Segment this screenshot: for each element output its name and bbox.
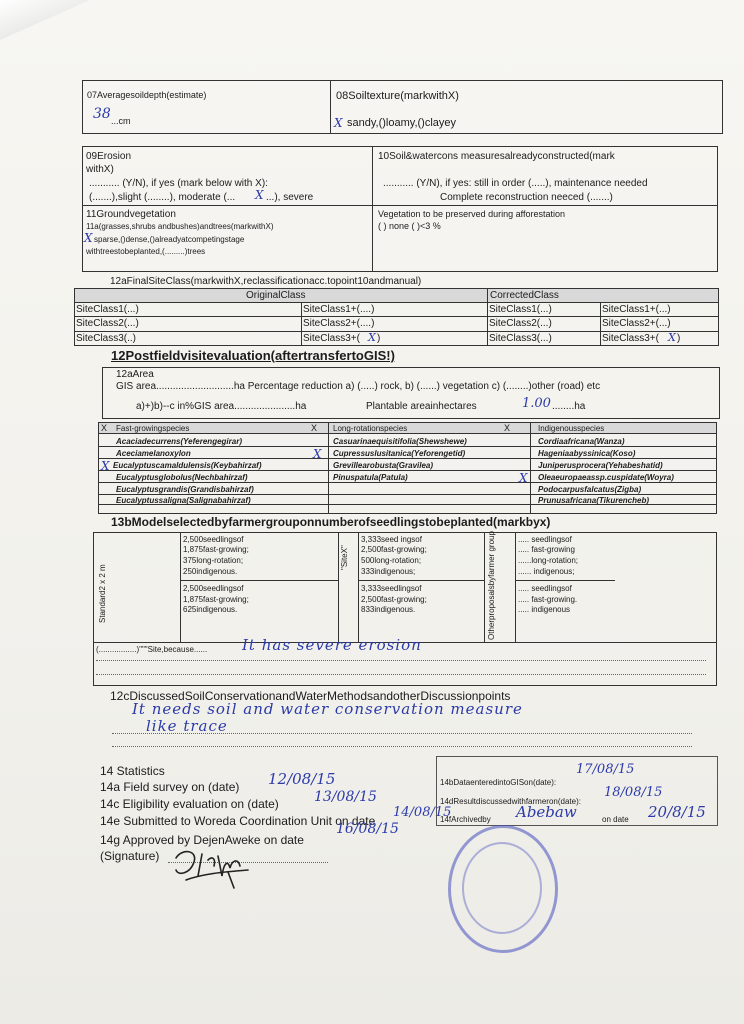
- fast-species-header: Fast-growingspecies: [116, 424, 190, 433]
- s14c-value: 13/08/15: [314, 789, 377, 805]
- s11-mark: X: [84, 231, 93, 245]
- s12a-area-title: 12aArea: [116, 369, 154, 380]
- s11-title: 11Groundvegetation: [86, 209, 176, 220]
- s14f-label: 14fArchivedby: [440, 815, 491, 824]
- because-text: It has severe erosion: [242, 636, 422, 654]
- signature-mark: [168, 842, 254, 892]
- species-mark: X: [504, 423, 511, 433]
- s10-title: 10Soil&watercons measuresalreadyconstructed(mark: [378, 151, 615, 162]
- model-option-text: 500long-rotation;: [361, 556, 422, 565]
- model-option-text: 2,500fast-growing;: [361, 545, 427, 554]
- fast-species-item: Acaciadecurrens(Yeferengegirar): [116, 437, 242, 446]
- model-option-text: 1,875fast-growing;: [183, 545, 249, 554]
- fast-species-item: Eucalyptusglobolus(Nechbahirzaf): [116, 473, 248, 482]
- s12-title: 12Postfieldvisitevaluation(aftertransfertoGIS!): [111, 348, 395, 363]
- plantable-value: 1.00: [522, 396, 551, 411]
- s14e-value: 14/08/15: [393, 805, 452, 820]
- indig-species-check: X: [519, 471, 528, 485]
- species-mark: X: [311, 423, 318, 433]
- plantable-label: Plantable areainhectares: [366, 401, 477, 412]
- s14a-label: 14a Field survey on (date): [100, 780, 240, 794]
- site-class-cell: SiteClass1+(...): [602, 304, 671, 315]
- site-class-cell: SiteClass3+(: [303, 333, 360, 344]
- official-stamp-inner: [462, 842, 542, 934]
- s12a-title: 12aFinalSiteClass(markwithX,reclassificationacc.topoint10andmanual): [110, 276, 422, 287]
- indig-species-item: Juniperusprocera(Yehabeshatid): [538, 461, 663, 470]
- s10-line1: ........... (Y/N), if yes: still in order (.....), maintenance needed: [383, 178, 648, 189]
- site-class-cell: SiteClass1(...): [489, 304, 552, 315]
- long-species-item: Casuarinaequisitifolia(Shewshewe): [333, 437, 467, 446]
- site-class-cell: SiteClass1(...): [76, 304, 139, 315]
- s08-mark: X: [334, 116, 343, 130]
- s11-line1: 11a(grasses,shrubs andbushes)andtrees(markwithX): [86, 222, 274, 231]
- s09-line1: ........... (Y/N), if yes (mark below with X):: [89, 178, 268, 189]
- long-species-item: Cupressuslusitanica(Yeforengetid): [333, 449, 466, 458]
- site-class-close: ): [677, 333, 681, 344]
- site-class-corrected-mark: X: [668, 331, 676, 344]
- s11-veg-title: Vegetation to be preserved during afforestation: [378, 209, 565, 219]
- s14g-label: 14g Approved by DejenAweke on date: [100, 833, 304, 847]
- signature-label: (Signature): [100, 849, 160, 863]
- model-option-text: 333indigenous;: [361, 567, 416, 576]
- site-class-cell: SiteClass2(...): [76, 318, 139, 329]
- model-option-text: ..... indigenous: [518, 605, 571, 614]
- s07-value: 38: [93, 106, 111, 122]
- standard-label: Standard2 x 2 m: [98, 564, 107, 623]
- fast-species-item: Eucalyptuscamaldulensis(Keybahirzaf): [113, 461, 262, 470]
- indig-species-item: Cordiaafricana(Wanza): [538, 437, 625, 446]
- site-class-cell: SiteClass3(...): [489, 333, 552, 344]
- other-proposal-label: Otherproposalsbyfarmer group: [487, 531, 496, 640]
- s14f-on: on date: [602, 815, 629, 824]
- s14b-label: 14bDataenteredintoGISon(date):: [440, 778, 557, 787]
- site-class-cell: SiteClass3+(: [602, 333, 659, 344]
- species-mark: X: [101, 423, 108, 433]
- indig-species-item: Prunusafricana(Tikurencheb): [538, 496, 649, 505]
- model-option-text: 2,500seedlingsof: [183, 535, 244, 544]
- s08-label: 08Soiltexture(markwithX): [336, 90, 459, 102]
- s07-label: 07Averagesoildepth(estimate): [87, 90, 207, 100]
- s13b-title: 13bModelselectedbyfarmergrouponnumberofseedlingstobeplanted(markbyx): [111, 515, 551, 529]
- site-class-cell: SiteClass1+(....): [303, 304, 375, 315]
- long-species-check: X: [313, 447, 322, 461]
- s09-line2a: (.......),slight (........), moderate (...: [89, 192, 236, 203]
- model-option-text: 625indigenous.: [183, 605, 238, 614]
- site-label: "SiteX": [340, 545, 349, 570]
- s14f-date: 20/8/15: [648, 803, 706, 821]
- model-option-text: ..... fast-growing.: [518, 595, 578, 604]
- s07-unit: ...cm: [111, 116, 131, 126]
- site-class-cell: SiteClass2+(...): [602, 318, 671, 329]
- indig-species-item: Hageniaabyssinica(Koso): [538, 449, 636, 458]
- s11-line2: sparse,()dense,()alreadyatcompetingstage: [94, 235, 245, 244]
- site-class-cell: SiteClass3(..): [76, 333, 137, 344]
- model-option-text: ...... indigenous;: [518, 567, 575, 576]
- model-option-text: 250indigenous.: [183, 567, 238, 576]
- fast-species-item: Eucalyptusgrandis(Grandisbahirzaf): [116, 485, 254, 494]
- site-class-cell: SiteClass2(...): [489, 318, 552, 329]
- indig-species-item: Oleaeuropaeassp.cuspidate(Woyra): [538, 473, 674, 482]
- site-class-cell: SiteClass2+(....): [303, 318, 375, 329]
- original-class-header: OriginalClass: [246, 290, 306, 301]
- long-species-header: Long-rotationspecies: [333, 424, 408, 433]
- model-option-text: ..... fast-growing: [518, 545, 575, 554]
- model-option-text: ..... seedlingsof: [518, 584, 572, 593]
- page-fold: [0, 0, 90, 40]
- long-species-item: Pinuspatula(Patula): [333, 473, 408, 482]
- s14b-value: 17/08/15: [576, 762, 635, 777]
- model-option-text: ......long-rotation;: [518, 556, 579, 565]
- model-option-text: ..... seedlingsof: [518, 535, 572, 544]
- model-option-text: 3,333seed ingsof: [361, 535, 422, 544]
- s14d-value: 18/08/15: [604, 785, 663, 800]
- model-option-text: 3,333seedlingsof: [361, 584, 422, 593]
- s11-veg-line: ( ) none ( )<3 %: [378, 221, 441, 231]
- model-option-text: 833indigenous.: [361, 605, 416, 614]
- model-option-text: 1,875fast-growing;: [183, 595, 249, 604]
- s09-mark: X: [255, 188, 264, 202]
- plantable-unit: ........ha: [552, 401, 586, 412]
- s09-title: 09Erosion: [86, 151, 132, 162]
- s12c-line2: like trace: [146, 717, 228, 735]
- site-class-close: ): [377, 333, 381, 344]
- s11-line3: withtreestobeplanted,(.........)trees: [86, 247, 206, 256]
- model-option-text: 2,500fast-growing;: [361, 595, 427, 604]
- fast-species-item: Eucalyptussaligna(Salignabahirzaf): [116, 496, 251, 505]
- s10-line2: Complete reconstruction neeced (.......): [440, 192, 613, 203]
- s08-options: sandy,()loamy,()clayey: [347, 117, 457, 129]
- s14d-label: 14dResultdiscussedwithfarmeron(date):: [440, 797, 581, 806]
- indig-species-item: Podocarpusfalcatus(Zigba): [538, 485, 642, 494]
- s14f-value: Abebaw: [516, 803, 577, 821]
- s14-title: 14 Statistics: [100, 764, 165, 778]
- fast-species-check: X: [101, 459, 110, 473]
- gis-area-line: GIS area............................ha Percentage reduction a) (.....) rock, b) (......) vegetation c) (........)other (road) etc: [116, 381, 601, 392]
- s14c-label: 14c Eligibility evaluation on (date): [100, 797, 279, 811]
- s14a-value: 12/08/15: [268, 770, 336, 788]
- site-class-original-mark: X: [368, 331, 376, 344]
- s12c-line1: It needs soil and water conservation measure: [132, 700, 523, 718]
- s09-line2b: ...), severe: [266, 192, 314, 203]
- s09-title2: withX): [86, 164, 114, 175]
- model-option-text: 375long-rotation;: [183, 556, 244, 565]
- indig-species-header: Indigenousspecies: [538, 424, 605, 433]
- long-species-item: Grevillearobusta(Gravilea): [333, 461, 434, 470]
- calc-line: a)+)b)--c in%GIS area......................ha: [136, 401, 307, 412]
- because-prefix: (.................)"""Site,because......: [96, 645, 208, 654]
- s12c-title: 12cDiscussedSoilConservationandWaterMethodsandotherDiscussionpoints: [110, 689, 511, 703]
- s14e-label: 14e Submitted to Woreda Coordination Unit on date: [100, 814, 376, 828]
- corrected-class-header: CorrectedClass: [490, 290, 559, 301]
- model-option-text: 2,500seedlingsof: [183, 584, 244, 593]
- s14g-value: 16/08/15: [336, 821, 399, 837]
- fast-species-item: Aceciamelanoxylon: [116, 449, 191, 458]
